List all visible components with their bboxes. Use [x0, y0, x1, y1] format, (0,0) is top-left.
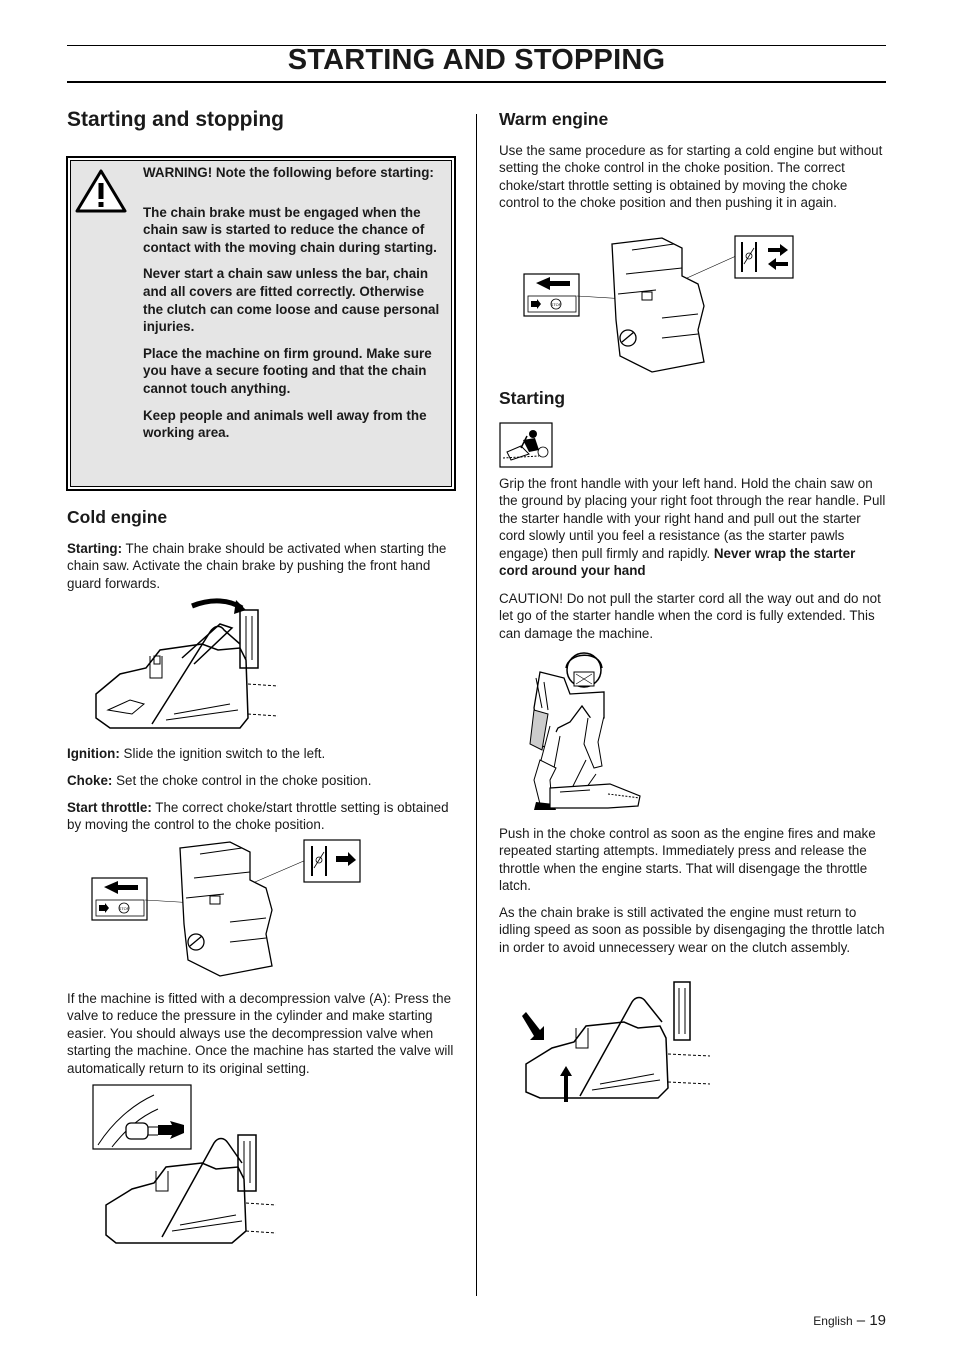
choke-paragraph	[67, 772, 457, 789]
page-footer	[813, 1312, 886, 1329]
choke-text: Set the choke control in the choke position.	[112, 773, 372, 788]
ignition-label: Ignition:	[67, 746, 120, 761]
warning-box	[66, 156, 456, 491]
starting-paragraph	[499, 475, 887, 579]
warm-engine-paragraph: Use the same procedure as for starting a cold engine but without setting the choke control in the choke position. The correct choke/start throttle setting is obtained by moving the choke control to the choke position and then pushing it in again.	[499, 143, 883, 211]
choke-push-paragraph: Push in the choke control as soon as the engine fires and make repeated starting attempts. Immediately press and release the throttle when the engine starts. That will disengage the throttle latch.	[499, 826, 876, 894]
chain-brake-idle-paragraph: As the chain brake is still activated the engine must return to idling speed as soon as possible by disengaging the throttle latch in order to avoid unnecessery wear on the clutch assembly.	[499, 905, 885, 955]
ignition-text: Slide the ignition switch to the left.	[119, 746, 326, 761]
chain-brake-release-illustration	[520, 978, 715, 1106]
warm-engine-choke-illustration	[522, 234, 797, 376]
caution-paragraph: CAUTION! Do not pull the starter cord all the way out and do not let go of the starter handle when the cord is fully extended. This can damage the machine.	[499, 591, 881, 641]
choke-label: Choke:	[67, 773, 113, 788]
stop-label: STOP	[550, 302, 562, 307]
starting-heading: Starting	[499, 388, 566, 408]
choke-control-illustration	[90, 838, 365, 980]
page-title: STARTING AND STOPPING	[287, 44, 666, 76]
column-divider	[476, 114, 477, 1296]
starting-text: Grip the front handle with your left hand. Hold the chain saw on the ground by placing your right foot through the rear handle. Pull the starter handle with your right hand and pull out the starter cord slowly until you feel a resistance (as the starter pawls engage) then pull firmly and rapidly.	[499, 476, 886, 561]
warning-item: Never start a chain saw unless the bar, chain and all covers are fitted correctly. Otherwise the clutch can come loose and cause personal injuries.	[143, 266, 440, 335]
start-throttle-text: The correct choke/start throttle setting is obtained by moving the control to the choke position.	[67, 800, 449, 833]
decompression-valve-illustration	[92, 1083, 277, 1248]
stop-label: STOP	[118, 906, 130, 911]
operator-starting-illustration	[520, 648, 645, 813]
warning-item: Place the machine on firm ground. Make sure you have a secure footing and that the chain cannot touch anything.	[143, 345, 432, 396]
cold-engine-starting-paragraph	[67, 540, 455, 592]
starting-text: The chain brake should be activated when starting the chain saw. Activate the chain brake by pushing the front hand guard forwards.	[67, 541, 447, 591]
chainsaw-chain-brake-illustration	[90, 598, 280, 734]
start-throttle-label: Start throttle:	[67, 800, 152, 815]
footer-dash: –	[852, 1312, 870, 1329]
section-title: Starting and stopping	[67, 108, 284, 131]
warm-engine-heading: Warm engine	[499, 109, 609, 129]
start-throttle-paragraph	[67, 799, 457, 834]
cold-engine-heading: Cold engine	[67, 507, 168, 527]
page-number: 19	[869, 1312, 886, 1329]
warning-item: Keep people and animals well away from the working area.	[143, 407, 427, 441]
header-bottom-rule	[67, 81, 886, 83]
starting-cord-warning: Never wrap the starter cord around your hand	[499, 545, 856, 579]
decompression-paragraph: If the machine is fitted with a decompression valve (A): Press the valve to reduce the pressure in the cylinder and make starting easier. You should always use the decompression valve when starting the machine. Once the machine has started the valve will automatically return to its original setting.	[67, 991, 454, 1076]
warning-triangle-icon	[74, 168, 128, 214]
ignition-paragraph	[67, 745, 457, 762]
warning-heading: WARNING! Note the following before starting:	[143, 165, 434, 180]
warning-text	[143, 164, 447, 451]
warning-item: The chain brake must be engaged when the chain saw is started to reduce the chance of contact with the moving chain during starting.	[143, 204, 437, 255]
starting-label: Starting:	[67, 541, 123, 556]
starting-pictogram-icon	[499, 422, 553, 468]
footer-language: English	[813, 1314, 853, 1328]
